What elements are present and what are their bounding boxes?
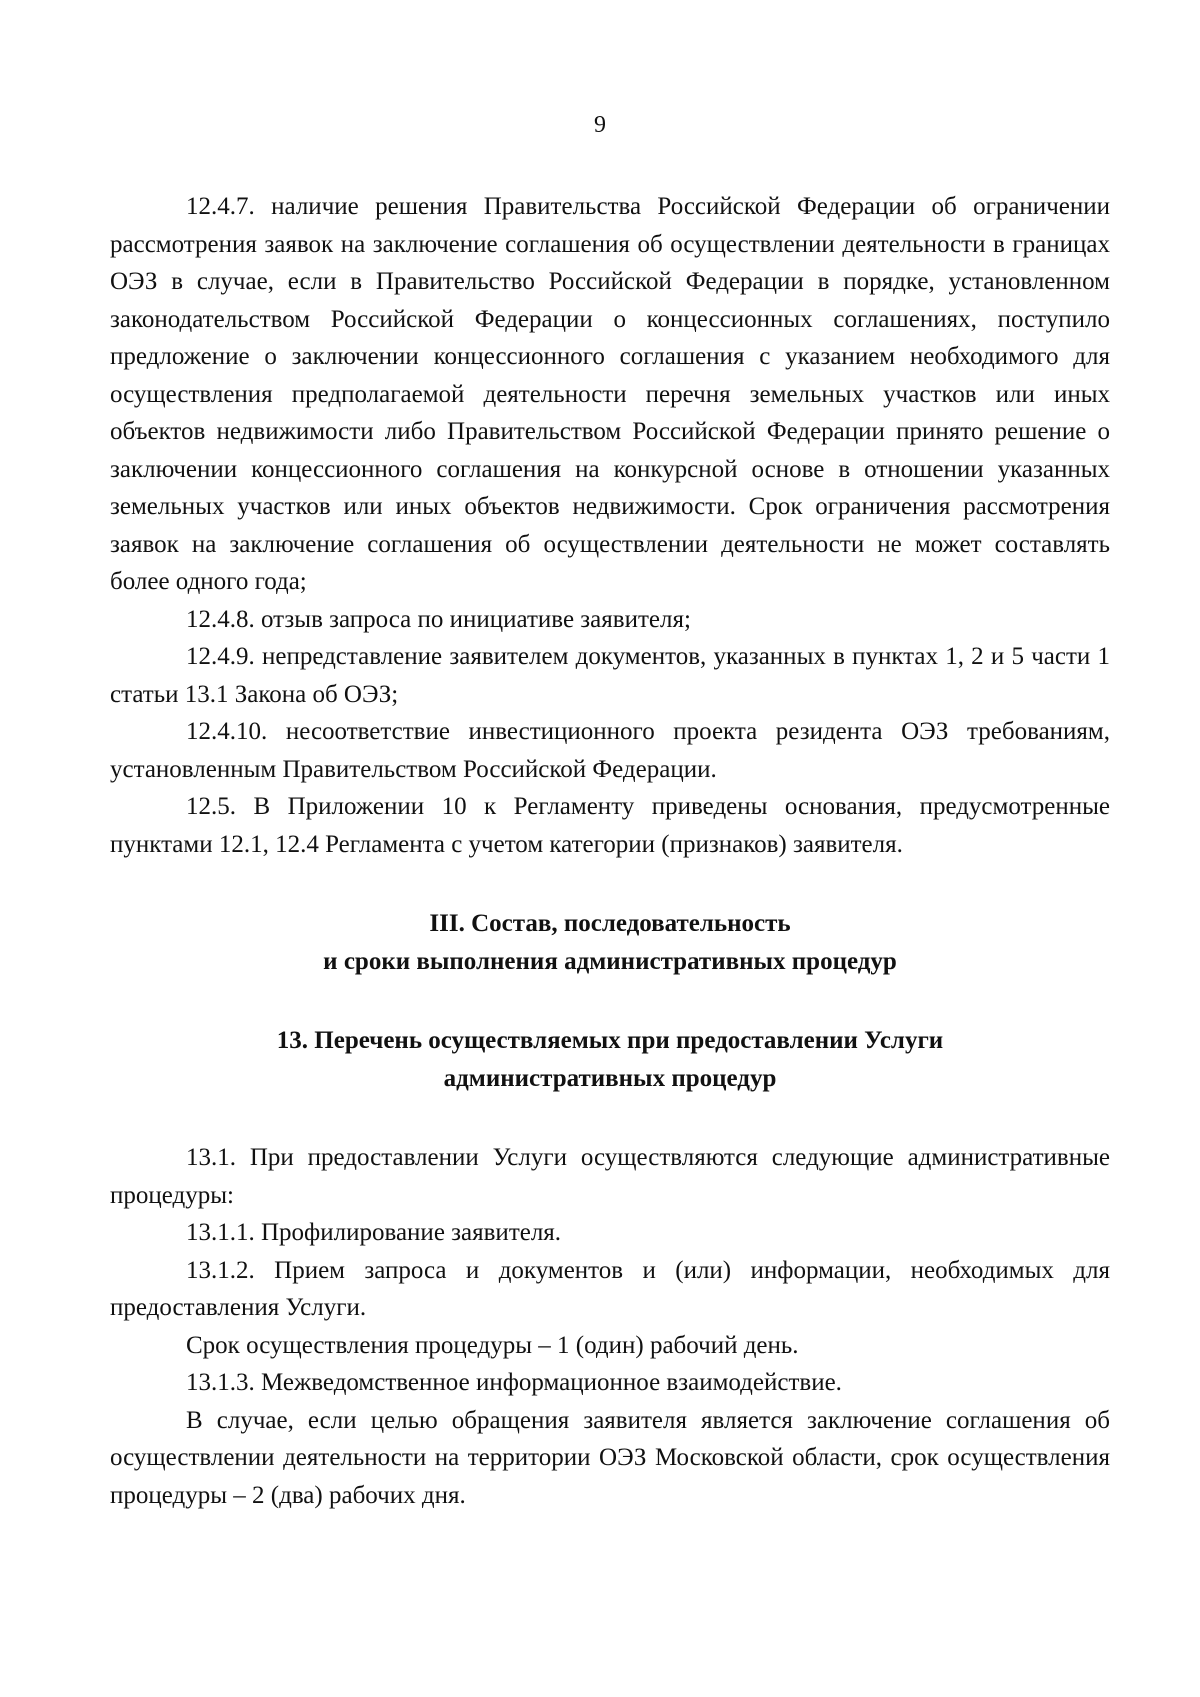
paragraph-13-1-2: 13.1.2. Прием запроса и документов и (или) информации, необходимых для предоставления Услуги. (110, 1256, 1110, 1321)
paragraph-term-2-days: В случае, если целью обращения заявителя является заключение соглашения об осуществлении деятельности на территории ОЭЗ Московской области, срок осуществления процедуры – 2 (два) рабочих дня. (110, 1406, 1110, 1509)
paragraph-12-4-9: 12.4.9. непредставление заявителем документов, указанных в пунктах 1, 2 и 5 части 1 статьи 13.1 Закона об ОЭЗ; (110, 643, 1110, 708)
section-heading-line-1: III. Состав, последовательность (429, 910, 791, 937)
paragraph-13-1-1: 13.1.1. Профилирование заявителя. (186, 1219, 562, 1246)
section-heading-line-2: и сроки выполнения административных процедур (323, 947, 897, 975)
subsection-heading-line-1: 13. Перечень осуществляемых при предоставлении Услуги (276, 1027, 944, 1054)
subsection-heading-line-2: административных процедур (443, 1064, 777, 1092)
paragraph-term-1-day: Срок осуществления процедуры – 1 (один) рабочий день. (186, 1331, 799, 1359)
paragraph-12-4-7: 12.4.7. наличие решения Правительства Российской Федерации об ограничении рассмотрения заявок на заключение соглашения об осуществлении деятельности в границах ОЭЗ в случае, если в Правительство Российской Федерации в порядке, установленном законодательством Российской Федерации о концессионных соглашениях, поступило предложение о заключении концессионного соглашения с указанием необходимого для осуществления предполагаемой деятельности перечня земельных участков или иных объектов недвижимости либо Правительством Российской Федерации принято решение о заключении концессионного соглашения на конкурсной основе в отношении указанных земельных участков или иных объектов недвижимости. Срок ограничения рассмотрения заявок на заключение соглашения об осуществлении деятельности не может составлять более одного года; (110, 193, 1110, 595)
section-heading (110, 905, 1110, 980)
paragraph-13-1: 13.1. При предоставлении Услуги осуществляются следующие административные процедуры: (110, 1144, 1110, 1209)
paragraph-13-1-3: 13.1.3. Межведомственное информационное взаимодействие. (186, 1369, 842, 1396)
subsection-heading (110, 1022, 1110, 1097)
paragraph-12-5: 12.5. В Приложении 10 к Регламенту приведены основания, предусмотренные пунктами 12.1, 12.4 Регламента с учетом категории (признаков) заявителя. (110, 793, 1110, 858)
document-body (110, 188, 1110, 1514)
page-number: 9 (594, 112, 606, 138)
paragraph-12-4-8: 12.4.8. отзыв запроса по инициативе заявителя; (186, 605, 691, 633)
paragraph-12-4-10: 12.4.10. несоответствие инвестиционного проекта резидента ОЭЗ требованиям, установленным Правительством Российской Федерации. (110, 718, 1110, 783)
